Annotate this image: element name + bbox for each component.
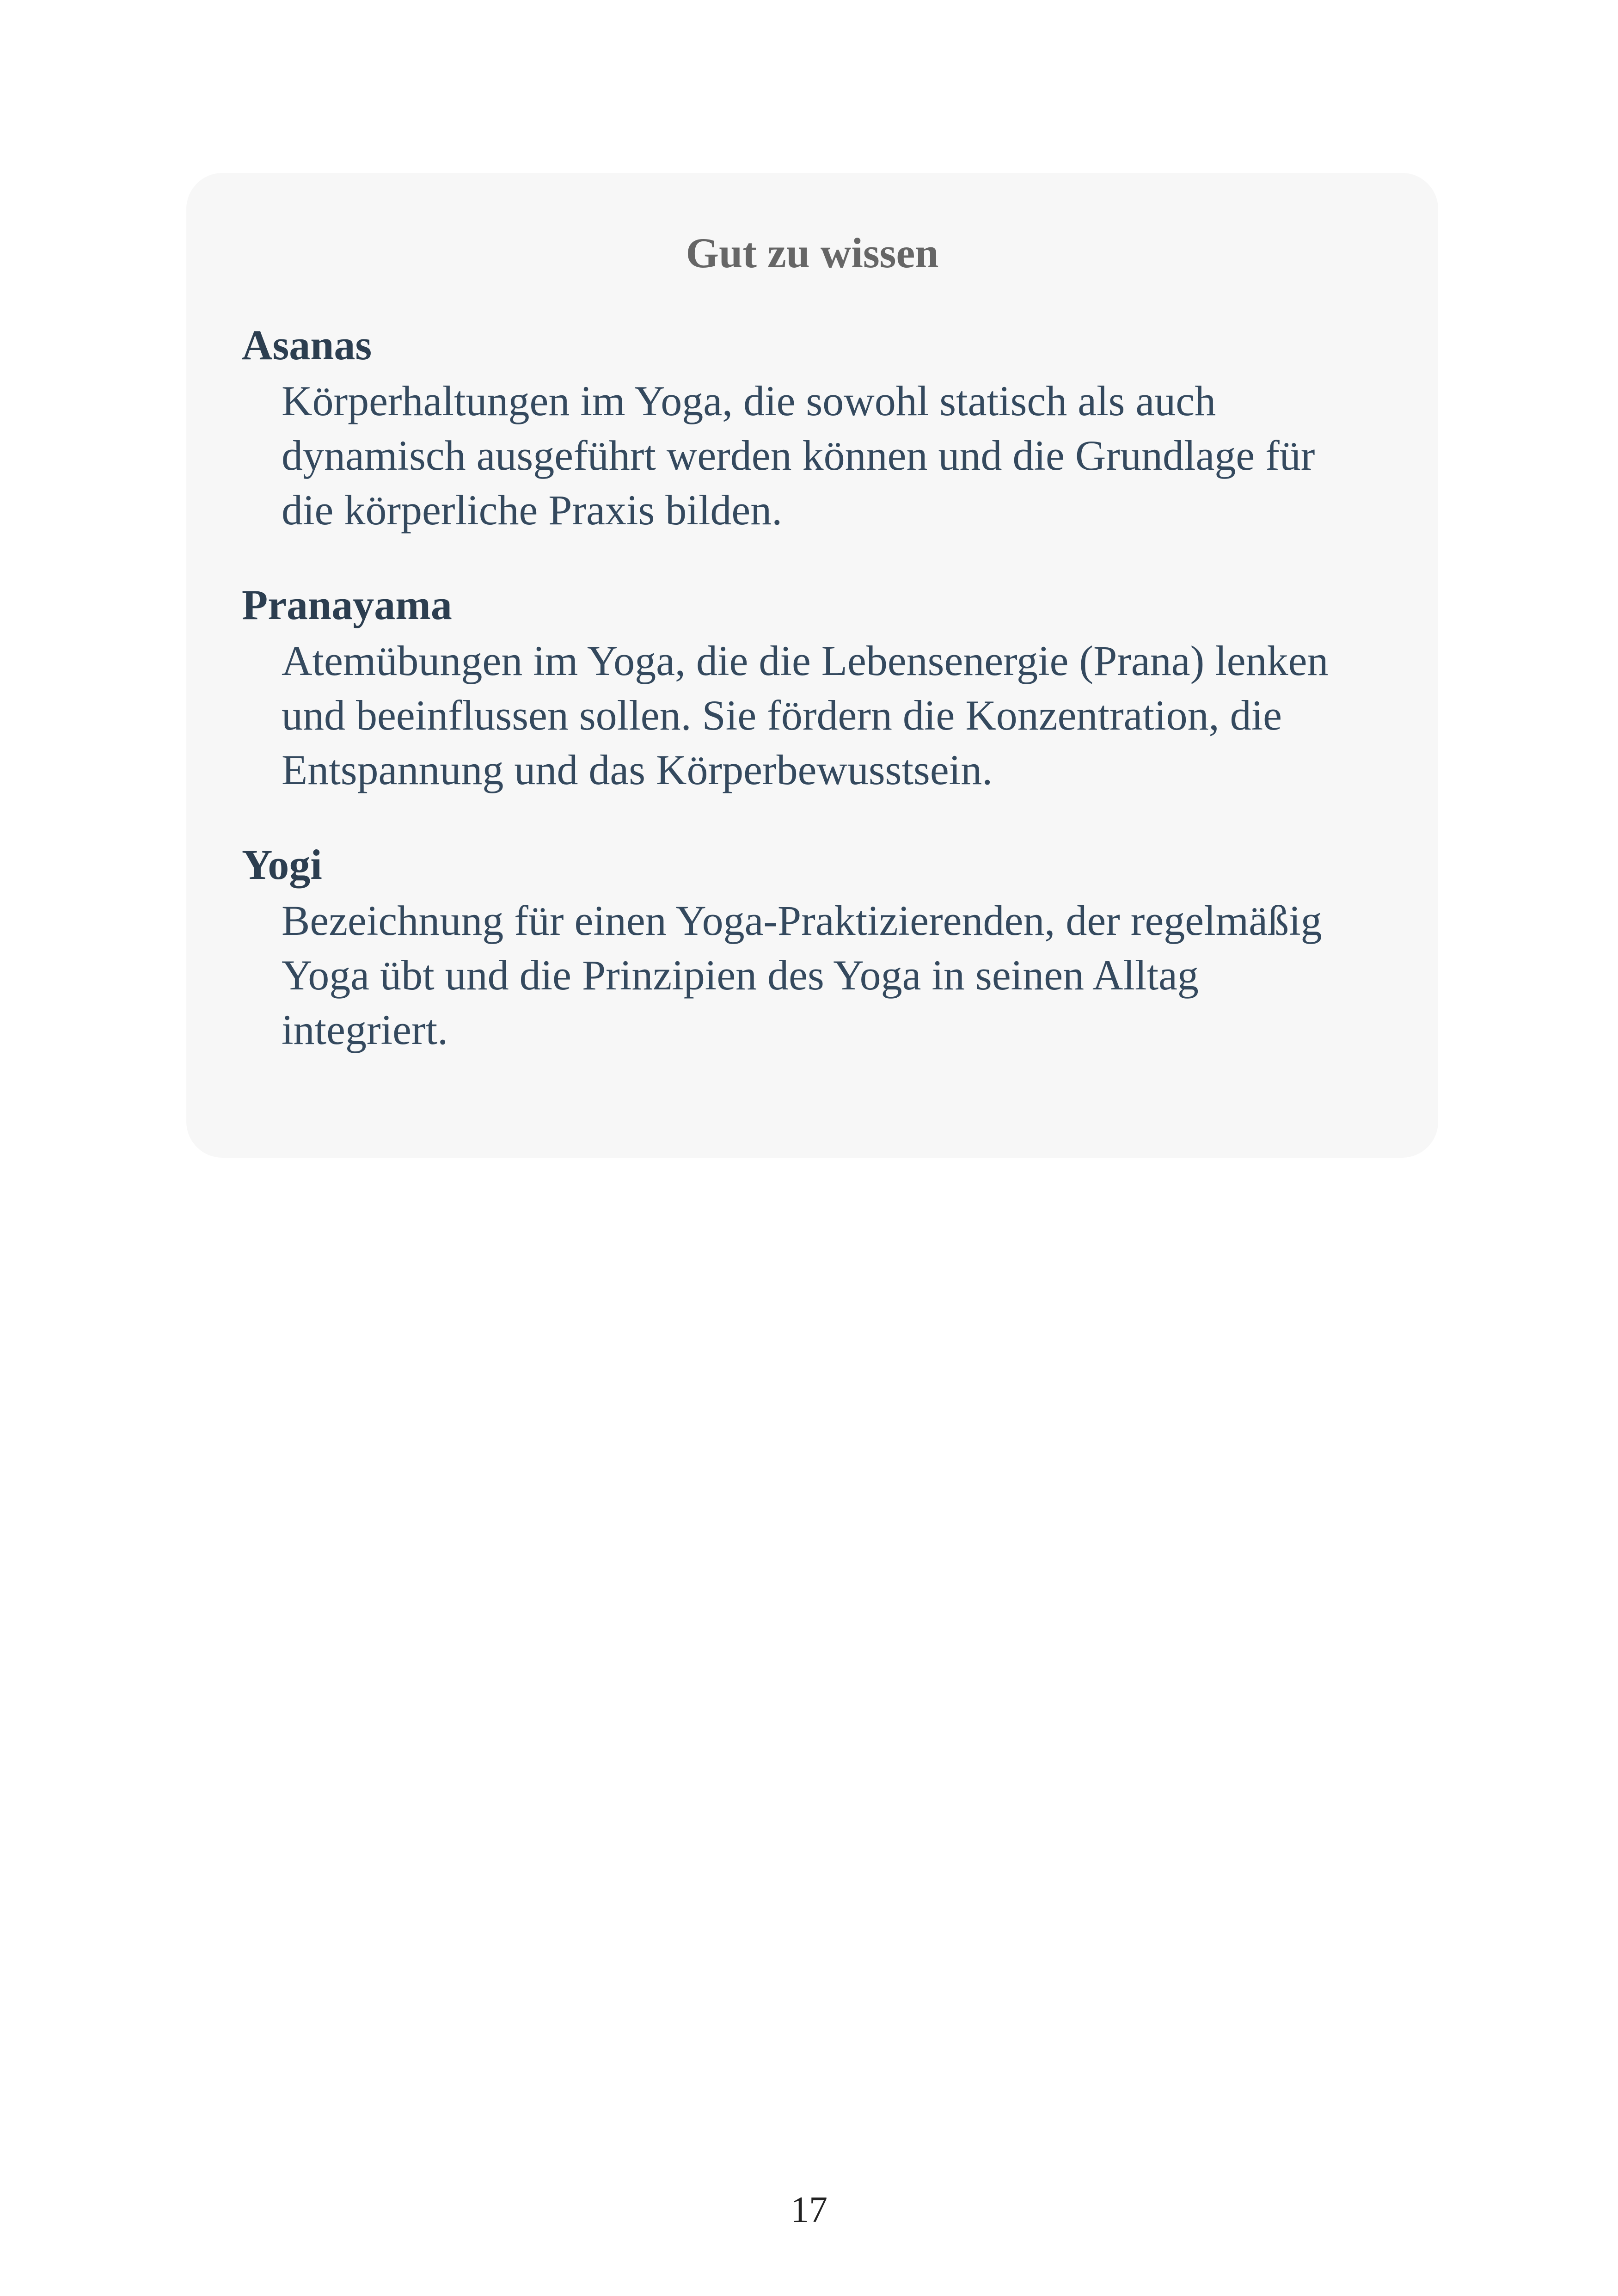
glossary-entry-asanas: [242, 319, 1383, 537]
glossary-definition: Bezeichnung für einen Yoga-Praktizierenden, der regelmäßig Yoga übt und die Prinzipien des Yoga in seinen Alltag integriert.: [282, 897, 1322, 1053]
info-box: [186, 173, 1438, 1158]
glossary-entry-pranayama: [242, 579, 1383, 797]
glossary-term: Asanas: [242, 321, 372, 368]
glossary-entry-yogi: [242, 839, 1383, 1057]
page-number: 17: [791, 2190, 827, 2230]
glossary-term: Pranayama: [242, 581, 452, 628]
box-title: Gut zu wissen: [686, 229, 939, 276]
glossary-definition: Körperhaltungen im Yoga, die sowohl statisch als auch dynamisch ausgeführt werden können und die Grundlage für die körperliche Praxis bilden.: [282, 377, 1315, 534]
glossary-definition: Atemübungen im Yoga, die die Lebensenergie (Prana) lenken und beeinflussen sollen. Sie fördern die Konzentration, die Entspannung und das Körperbewusstsein.: [282, 637, 1329, 793]
glossary-term: Yogi: [242, 841, 322, 888]
